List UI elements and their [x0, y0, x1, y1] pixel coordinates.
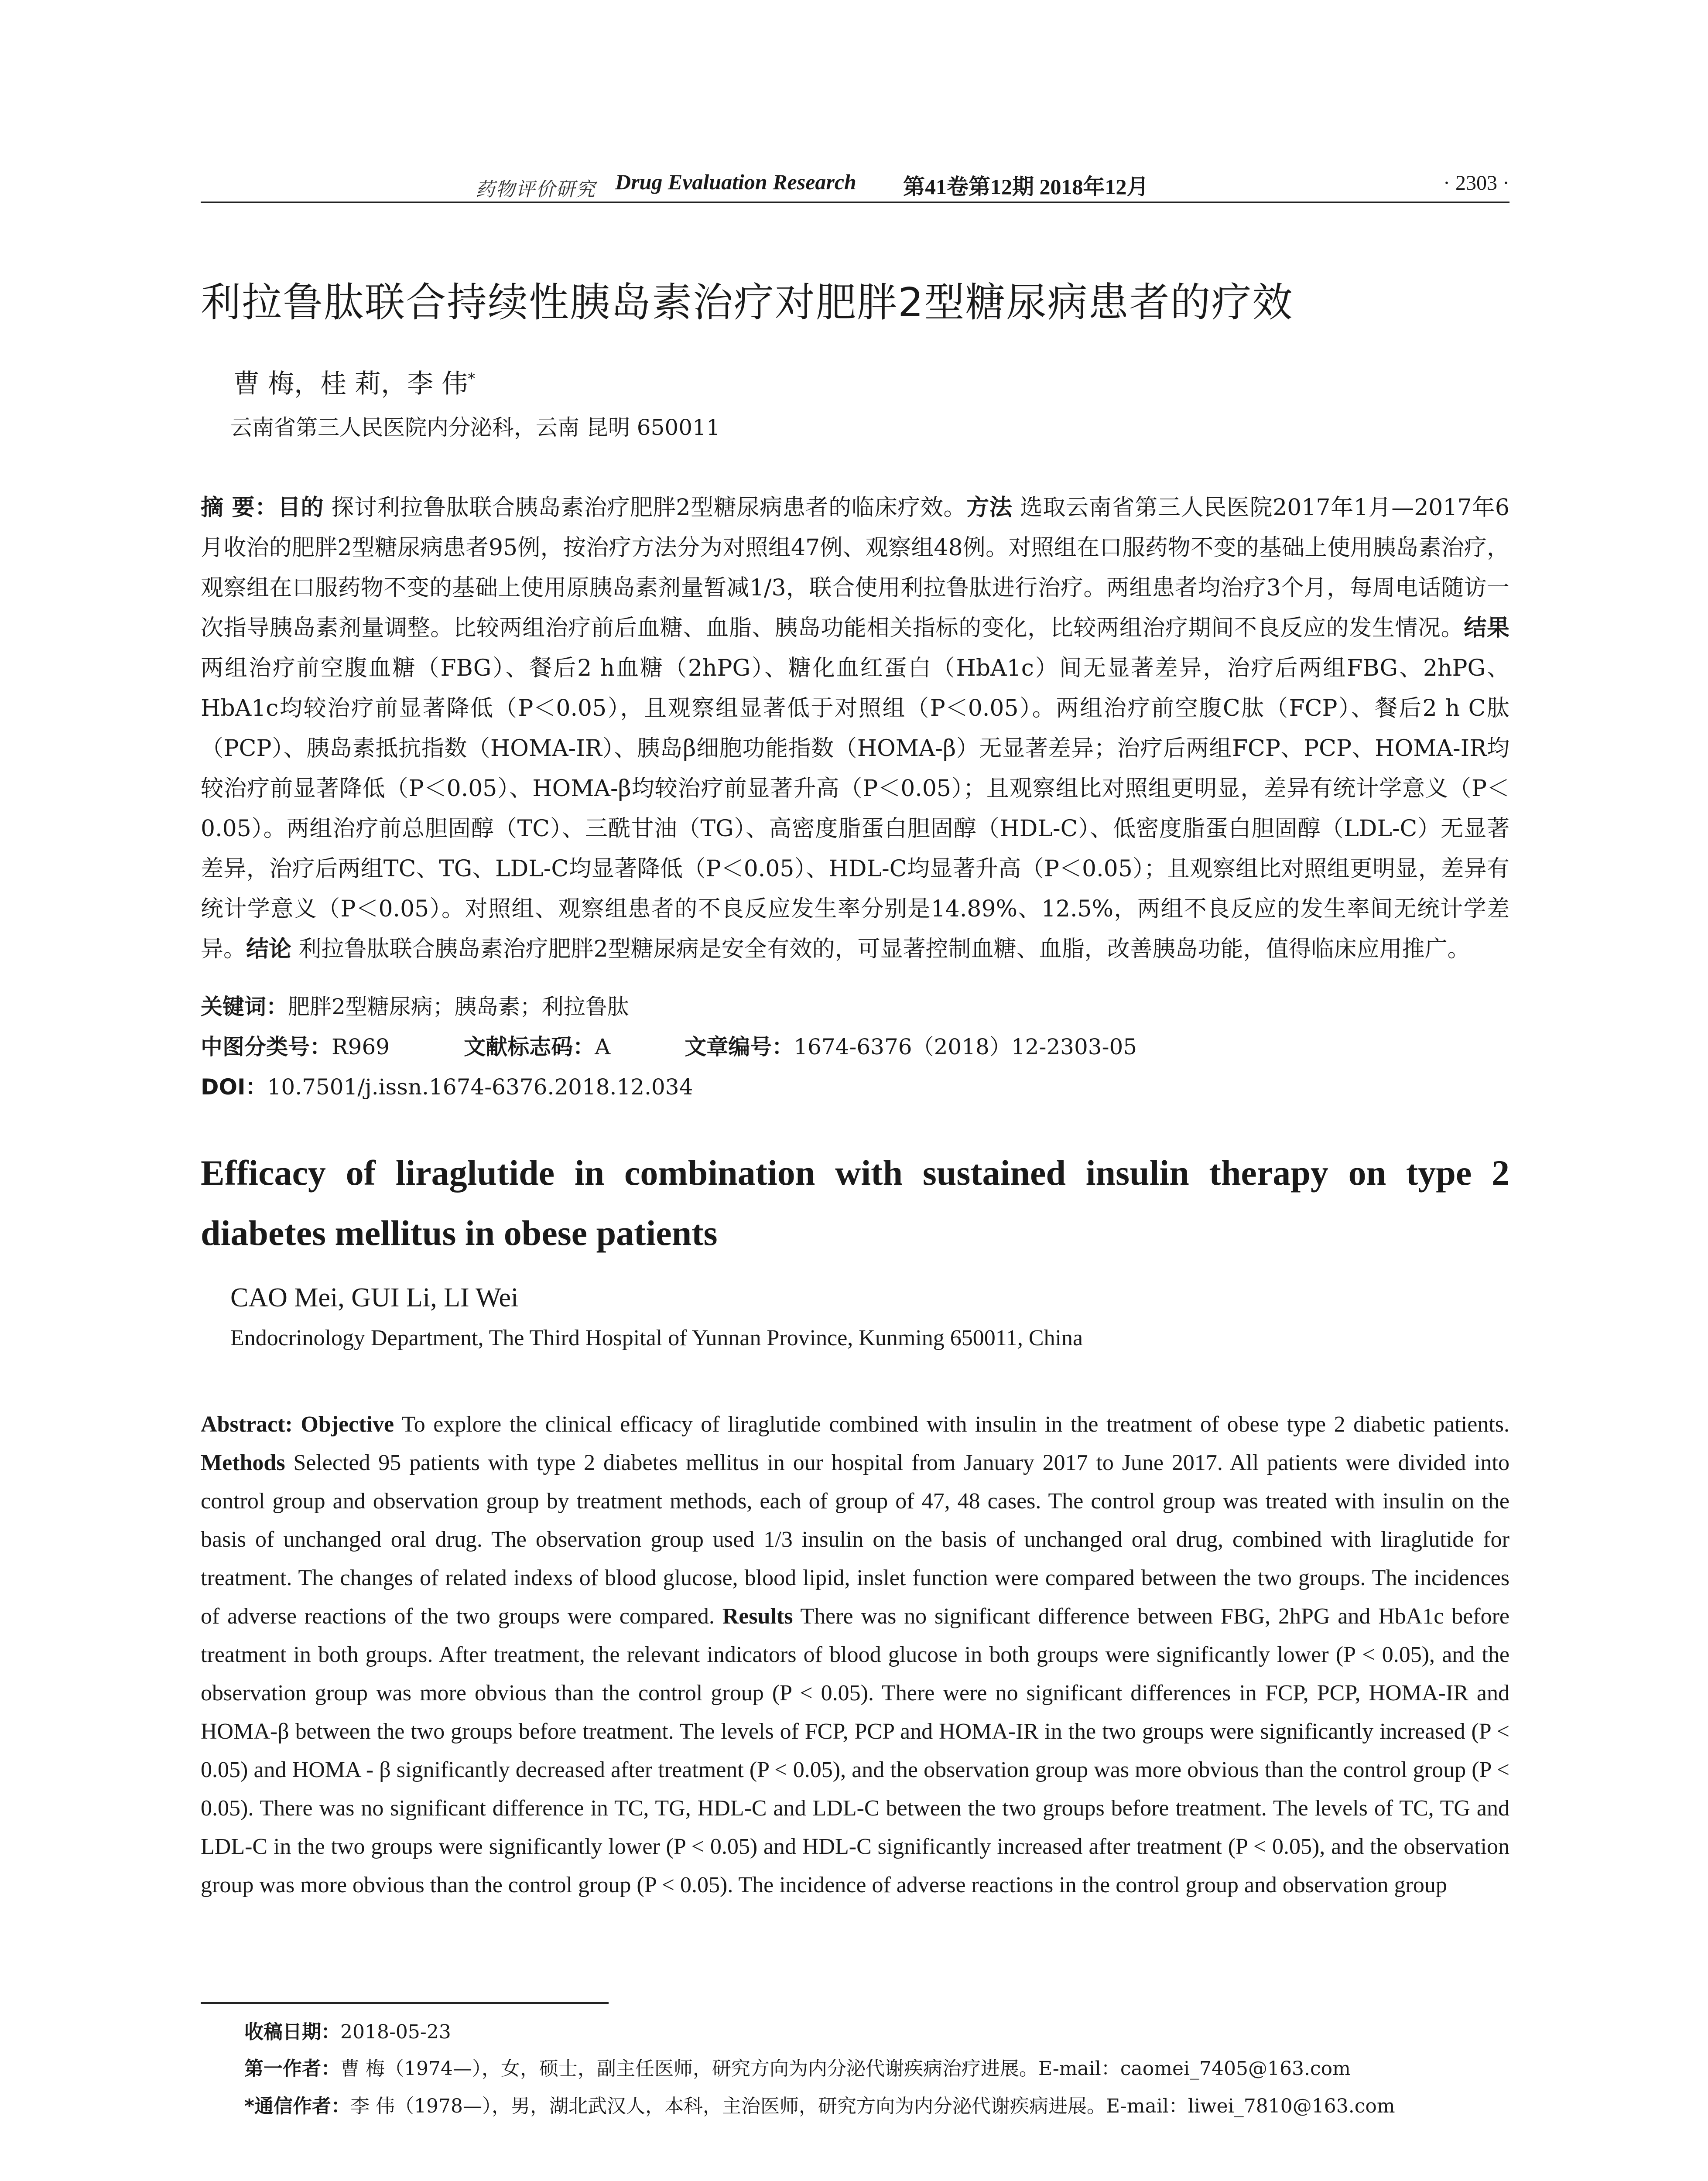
en-results-label: Results [722, 1604, 793, 1629]
cn-abstract [201, 488, 1509, 969]
header-rule [201, 202, 1509, 203]
en-authors: CAO Mei, GUI Li, LI Wei [230, 1283, 519, 1313]
keywords-line [201, 989, 629, 1021]
en-objective-label: Objective [301, 1412, 394, 1437]
en-abstract [201, 1405, 1509, 1904]
cn-objective-text: 探讨利拉鲁肽联合胰岛素治疗肥胖2型糖尿病患者的临床疗效。 [331, 495, 967, 521]
cn-objective-label: 目的 [277, 495, 324, 521]
keywords: 肥胖2型糖尿病；胰岛素；利拉鲁肽 [288, 994, 629, 1019]
en-results-text: There was no significant difference between FBG, 2hPG and HbA1c before treatment in both groups. After treatment, the relevant indicators of blood glucose in both groups were significantly lower (P < 0.05), and the observation group was more obvious than the control group (P < 0.05). There were no significant differences in FCP, PCP, HOMA-IR and HOMA-β between the two groups before treatment. The levels of FCP, PCP and HOMA-IR in the two groups were significantly increased (P < 0.05) and HOMA - β significantly decreased after treatment (P < 0.05), and the observation group was more obvious than the control group (P < 0.05). There was no significant difference in TC, TG, HDL-C and LDL-C between the two groups before treatment. The levels of TC, TG and LDL-C in the two groups were significantly lower (P < 0.05) and HDL-C significantly increased after treatment (P < 0.05), and the observation group was more obvious than the control group (P < 0.05). The incidence of adverse reactions in the control group and observation group [201, 1604, 1509, 1897]
footnote-rule [201, 2002, 609, 2004]
corresponding-info: 李 伟（1978—），男，湖北武汉人，本科，主治医师，研究方向为内分泌代谢疾病进展。E-mail：liwei_7810@163.com [350, 2095, 1395, 2117]
footnote-corresponding [244, 2090, 1395, 2118]
doc-code: A [595, 1034, 611, 1060]
en-methods-text: Selected 95 patients with type 2 diabetes mellitus in our hospital from January 2017 to June 2017. All patients were divided into control group and observation group by treatment methods, each of group of 47, 48 cases. The control group was treated with insulin on the basis of unchanged oral drug. The observation group used 1/3 insulin on the basis of unchanged oral drug, combined with liraglutide for treatment. The changes of related indexs of blood glucose, blood lipid, inslet function were compared between the two groups. The incidences of adverse reactions of the two groups were compared. [201, 1450, 1509, 1629]
corresponding-mark: * [468, 370, 476, 387]
footnote-received [244, 2016, 451, 2044]
cn-results-text: 两组治疗前空腹血糖（FBG）、餐后2 h血糖（2hPG）、糖化血红蛋白（HbA1c）间无显著差异，治疗后两组FBG、2hPG、HbA1c均较治疗前显著降低（P＜0.05），且观察组显著低于对照组（P＜0.05）。两组治疗前空腹C肽（FCP）、餐后2 h C肽（PCP）、胰岛素抵抗指数（HOMA-IR）、胰岛β细胞功能指数（HOMA-β）无显著差异；治疗后两组FCP、PCP、HOMA-IR均较治疗前显著降低（P＜0.05）、HOMA-β均较治疗前显著升高（P＜0.05）；且观察组比对照组更明显，差异有统计学意义（P＜0.05）。两组治疗前总胆固醇（TC）、三酰甘油（TG）、高密度脂蛋白胆固醇（HDL-C）、低密度脂蛋白胆固醇（LDL-C）无显著差异，治疗后两组TC、TG、LDL-C均显著降低（P＜0.05）、HDL-C均显著升高（P＜0.05）；且观察组比对照组更明显，差异有统计学意义（P＜0.05）。对照组、观察组患者的不良反应发生率分别是14.89%、12.5%，两组不良反应的发生率间无统计学差异。 [201, 655, 1509, 962]
cn-conclusion-label: 结论 [246, 936, 292, 962]
page-number: · 2303 · [1443, 171, 1509, 195]
cn-results-label: 结果 [1464, 615, 1509, 641]
cn-abstract-label: 摘 要： [201, 495, 278, 521]
en-methods-label: Methods [201, 1450, 285, 1475]
footnote-first-author [244, 2053, 1351, 2081]
doi-label: DOI： [201, 1074, 267, 1100]
keywords-label: 关键词： [201, 994, 288, 1019]
doi-link[interactable]: 10.7501/j.issn.1674-6376.2018.12.034 [267, 1074, 693, 1100]
classification-line [201, 1029, 1137, 1061]
cn-authors [233, 363, 475, 400]
received-label: 收稿日期： [244, 2021, 340, 2043]
cn-affiliation: 云南省第三人民医院内分泌科，云南 昆明 650011 [230, 415, 720, 440]
article-no: 1674-6376（2018）12-2303-05 [794, 1034, 1137, 1060]
journal-name: Drug Evaluation Research [615, 170, 856, 194]
cn-title: 利拉鲁肽联合持续性胰岛素治疗对肥胖2型糖尿病患者的疗效 [201, 279, 1294, 326]
en-title: Efficacy of liraglutide in combination with sustained insulin therapy on type 2 diabetes mellitus in obese patients [201, 1153, 1509, 1253]
first-author-info: 曹 梅（1974—），女，硕士，副主任医师，研究方向为内分泌代谢疾病治疗进展。E-mail：caomei_7405@163.com [340, 2058, 1351, 2080]
en-abstract-label: Abstract: [201, 1412, 293, 1437]
clc-label: 中图分类号： [201, 1034, 332, 1060]
first-author-label: 第一作者： [244, 2058, 340, 2080]
cn-conclusion-text: 利拉鲁肽联合胰岛素治疗肥胖2型糖尿病是安全有效的，可显著控制血糖、血脂，改善胰岛功能，值得临床应用推广。 [298, 936, 1470, 962]
received-date: 2018-05-23 [340, 2021, 451, 2043]
journal-logo: 药物评价研究 [476, 178, 596, 201]
cn-methods-label: 方法 [966, 495, 1013, 521]
article-no-label: 文章编号： [685, 1034, 794, 1060]
en-affiliation: Endocrinology Department, The Third Hospital of Yunnan Province, Kunming 650011, China [230, 1326, 1083, 1350]
doc-code-label: 文献标志码： [464, 1034, 595, 1060]
issue-info: 第41卷第12期 2018年12月 [903, 174, 1149, 199]
cn-methods-text: 选取云南省第三人民医院2017年1月—2017年6月收治的肥胖2型糖尿病患者95例，按治疗方法分为对照组47例、观察组48例。对照组在口服药物不变的基础上使用胰岛素治疗，观察组在口服药物不变的基础上使用原胰岛素剂量暂减1/3，联合使用利拉鲁肽进行治疗。两组患者均治疗3个月，每周电话随访一次指导胰岛素剂量调整。比较两组治疗前后血糖、血脂、胰岛功能相关指标的变化，比较两组治疗期间不良反应的发生情况。 [201, 495, 1509, 641]
cn-author-names: 曹 梅，桂 莉，李 伟 [233, 369, 468, 399]
corresponding-label: *通信作者： [244, 2095, 351, 2117]
en-objective-text: To explore the clinical efficacy of liraglutide combined with insulin in the treatment of obese type 2 diabetic patients. [401, 1412, 1509, 1437]
clc-code: R969 [332, 1034, 390, 1060]
doi-line [201, 1070, 693, 1101]
running-header [201, 169, 1509, 204]
